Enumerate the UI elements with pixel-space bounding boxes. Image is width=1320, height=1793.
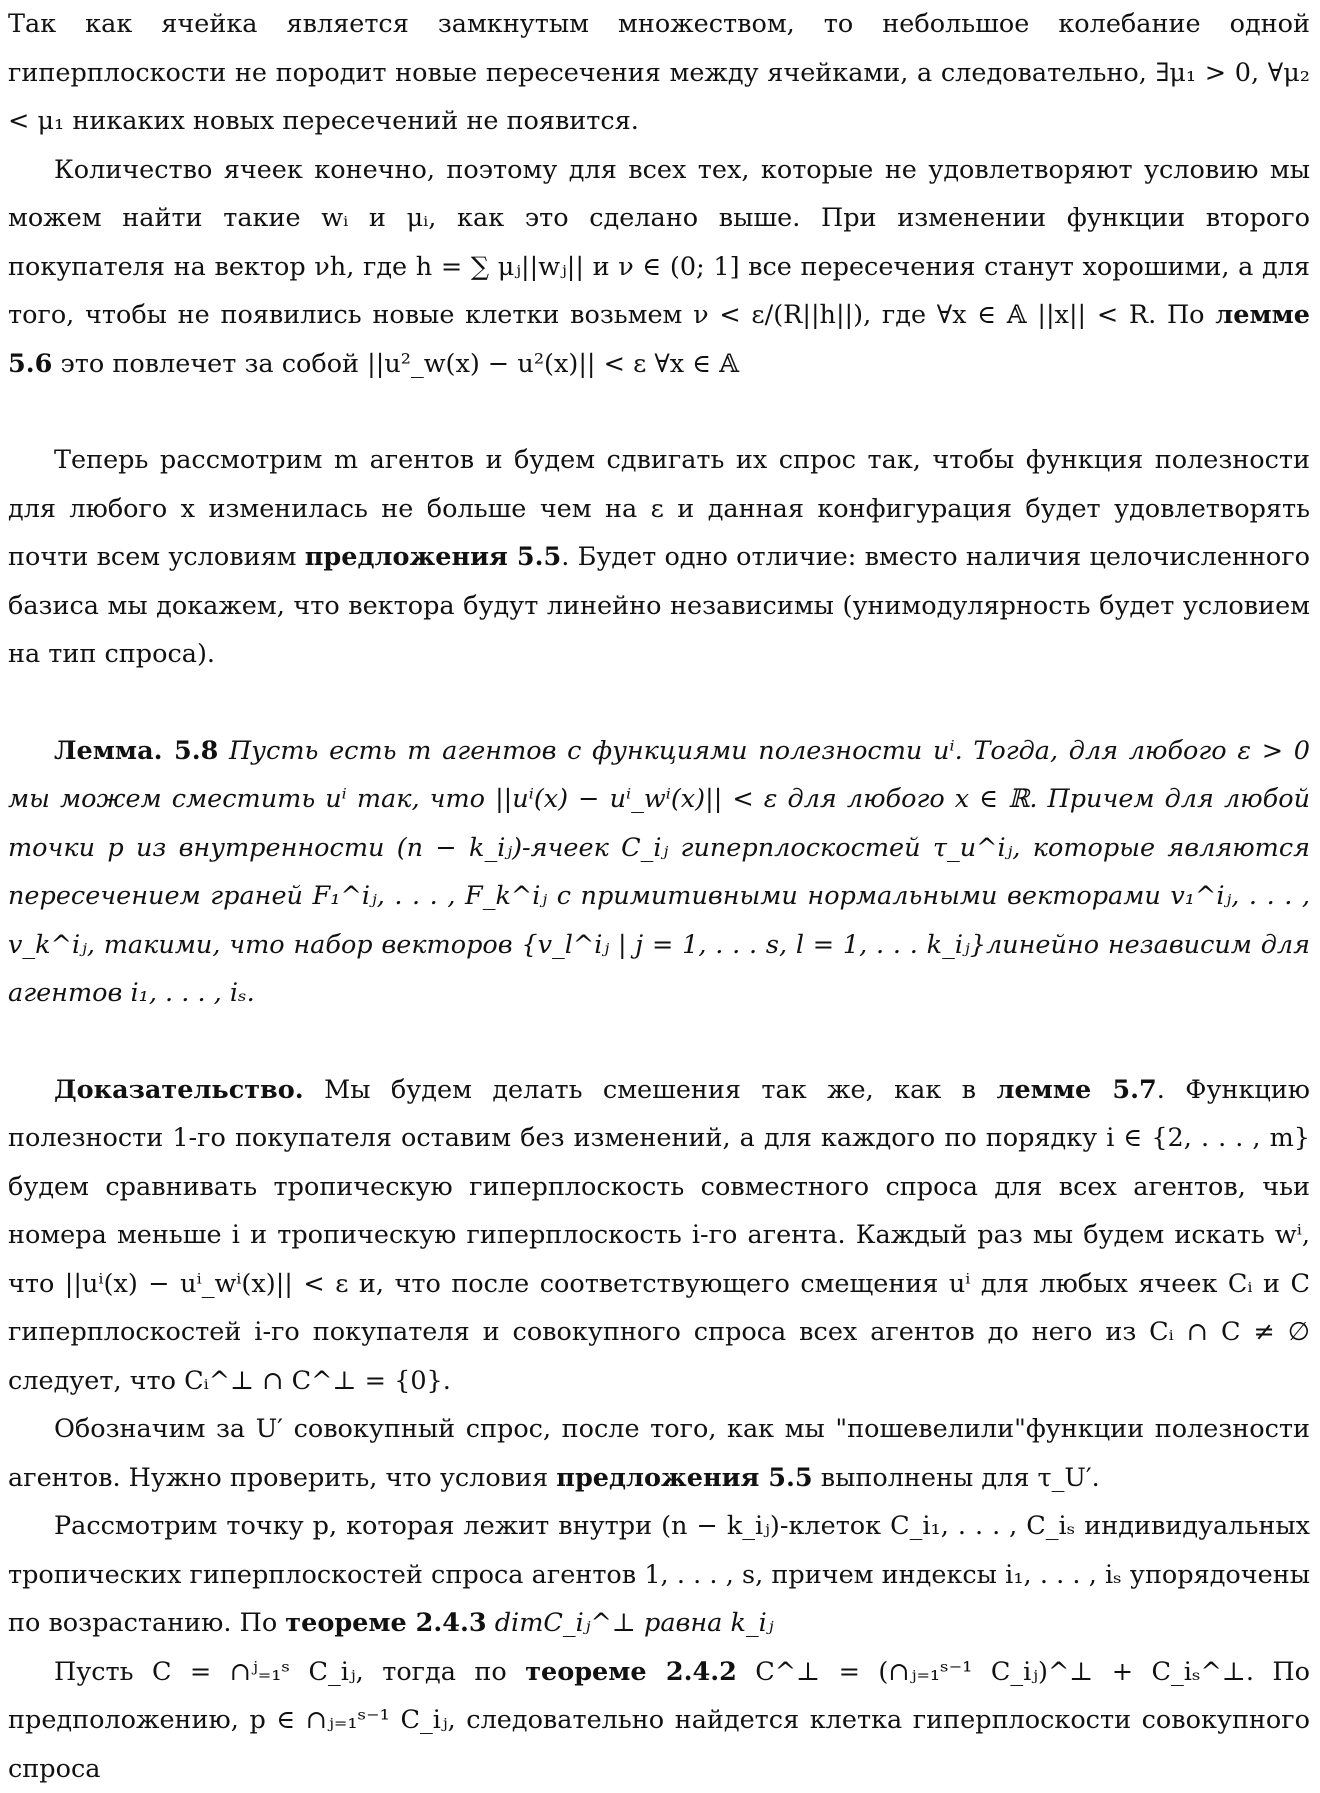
reference-lemma-5-6[interactable]: лемме 5.6 — [8, 300, 1310, 379]
paragraph-text: . Функцию полезности 1-го покупателя оставим без изменений, а для каждого по порядку i ∈ {2, . . . , m} будем сравнивать тропическую гиперплоскость совместного спроса для всех агентов, чьи номера меньше i и тропическую гиперплоскость i-го агента. Каждый раз мы будем искать wⁱ, что ||uⁱ(x) − uⁱ_wⁱ(x)|| < ε и, что после соответствующего смещения uⁱ для любых ячеек Cᵢ и C гиперплоскостей i-го покупателя и совокупного спроса всех агентов до него из Cᵢ ∩ C ≠ ∅ следует, что Cᵢ^⊥ ∩ C^⊥ = {0}. — [8, 1075, 1310, 1396]
paragraph-text: Так как ячейка является замкнутым множеством, то небольшое колебание одной гиперплоскости не породит новые пересечения между ячейками, а следовательно, ∃μ₁ > 0, ∀μ₂ < μ₁ никаких новых пересечений не появится. — [8, 9, 1310, 136]
paragraph-text: Обозначим за U′ совокупный спрос, после того, как мы "пошевелили"функции полезности агентов. Нужно проверить, что условия — [8, 1414, 1310, 1493]
lemma-5-8 — [8, 727, 1310, 1018]
paragraph-text: Теперь рассмотрим m агентов и будем сдвигать их спрос так, чтобы функция полезности для любого x изменилась не больше чем на ε и данная конфигурация будет удовлетворять почти всем условиям — [8, 445, 1310, 572]
paragraph-text: C^⊥ = (∩ⱼ₌₁ˢ⁻¹ C_iⱼ)^⊥ + C_iₛ^⊥. По предположению, p ∈ ∩ⱼ₌₁ˢ⁻¹ C_iⱼ, следовательно найдется клетка гиперплоскости совокупного спроса — [8, 1657, 1310, 1784]
paragraph-text: Количество ячеек конечно, поэтому для всех тех, которые не удовлетворяют условию мы можем найти такие wᵢ и μᵢ, как это сделано выше. При изменении функции второго покупателя на вектор νh, где h = ∑ μⱼ||wⱼ|| и ν ∈ (0; 1] все пересечения станут хорошими, а для того, чтобы не появились новые клетки возьмем ν < ε/(R||h||), где ∀x ∈ 𝔸 ||x|| < R. По — [8, 155, 1310, 331]
reference-lemma-5-7[interactable]: лемме 5.7 — [996, 1075, 1156, 1105]
reference-proposition-5-5[interactable]: предложения 5.5 — [556, 1463, 812, 1493]
paragraph-text: Пусть C = ∩ʲ₌₁ˢ C_iⱼ, тогда по — [54, 1657, 507, 1687]
reference-theorem-2-4-3[interactable]: теореме 2.4.3 — [285, 1608, 486, 1638]
lemma-body: Пусть есть m агентов с функциями полезности uⁱ. Тогда, для любого ε > 0 мы можем сместить uⁱ так, что ||uⁱ(x) − uⁱ_wⁱ(x)|| < ε для любого x ∈ ℝ. Причем для любой точки p из внутренности (n − k_iⱼ)-ячеек C_iⱼ гиперплоскостей τ_u^iⱼ, которые являются пересечением граней F₁^iⱼ, . . . , F_k^iⱼ с примитивными нормальными векторами v₁^iⱼ, . . . , v_k^iⱼ, такими, что набор векторов {v_l^iⱼ | j = 1, . . . s, l = 1, . . . k_iⱼ}линейно независим для агентов i₁, . . . , iₛ. — [8, 736, 1310, 1009]
paragraph-point-p — [8, 1502, 1310, 1648]
paragraph-cells-finite — [8, 146, 1310, 389]
paragraph-text: Рассмотрим точку p, которая лежит внутри (n − k_iⱼ)-клеток C_i₁, . . . , C_iₛ индивидуальных тропических гиперплоскостей спроса агентов 1, . . . , s, причем индексы i₁, . . . , iₛ упорядочены по возрастанию. По — [8, 1511, 1310, 1638]
reference-theorem-2-4-2[interactable]: теореме 2.4.2 — [525, 1657, 737, 1687]
proof-title: Доказательство. — [54, 1075, 304, 1105]
paragraph-intersection-c — [8, 1648, 1310, 1793]
paragraph-aggregate-demand — [8, 1405, 1310, 1502]
paragraph-cell-closed — [8, 0, 1310, 146]
paragraph-text: это повлечет за собой ||u²_w(x) − u²(x)|| < ε ∀x ∈ 𝔸 — [60, 349, 739, 379]
paragraph-text: dimC_iⱼ^⊥ равна k_iⱼ — [495, 1608, 774, 1638]
paragraph-text: . Будет одно отличие: вместо наличия целочисленного базиса мы докажем, что вектора будут линейно независимы (унимодулярность будет условием на тип спроса). — [8, 542, 1310, 669]
paragraph-m-agents — [8, 436, 1310, 679]
reference-proposition-5-5[interactable]: предложения 5.5 — [305, 542, 561, 572]
lemma-title: Лемма. 5.8 — [54, 736, 218, 766]
proof-block — [8, 1066, 1310, 1406]
paragraph-text: Мы будем делать смешения так же, как в — [324, 1075, 976, 1105]
paragraph-text: выполнены для τ_U′. — [821, 1463, 1100, 1493]
